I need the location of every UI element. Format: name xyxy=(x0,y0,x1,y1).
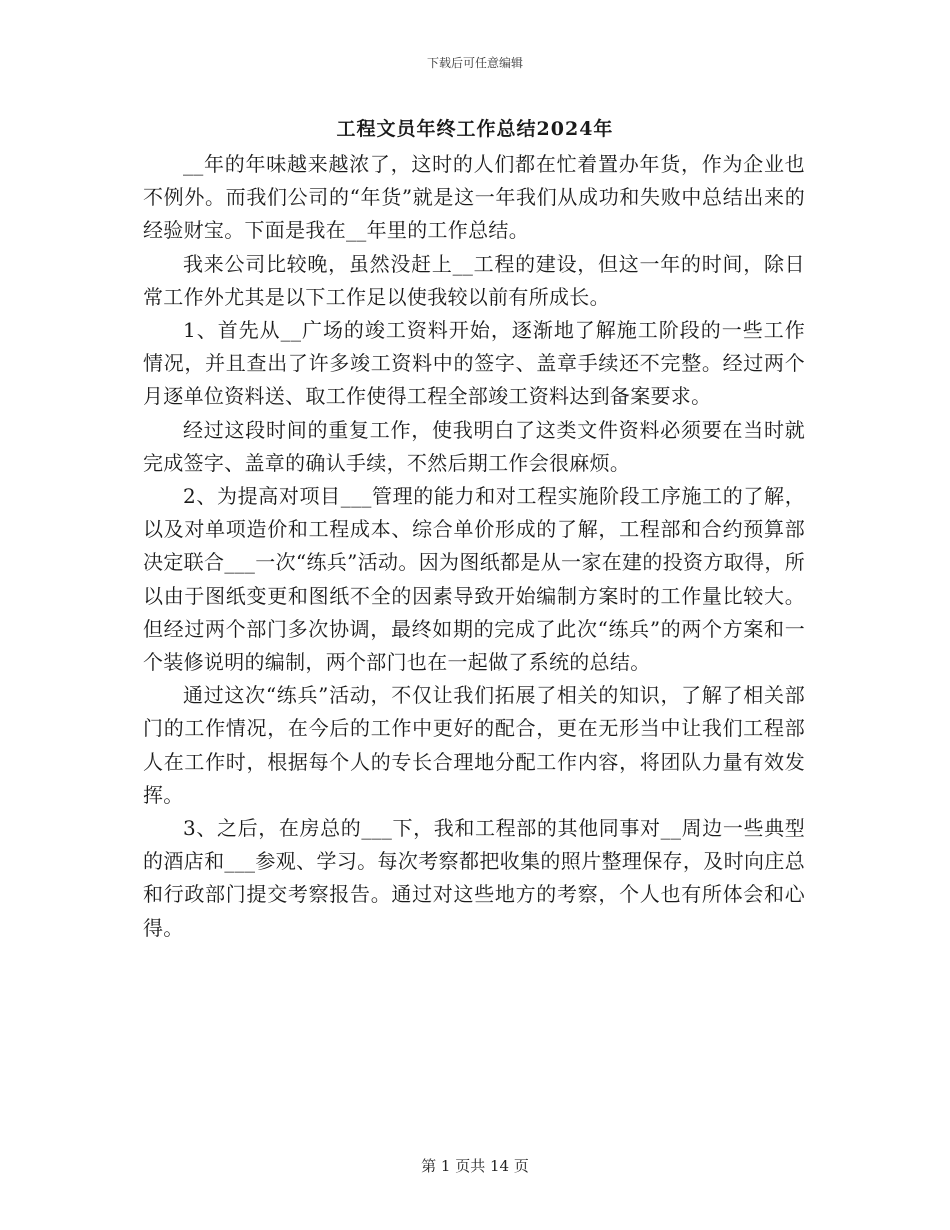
paragraph: 2、为提高对项目___管理的能力和对工程实施阶段工序施工的了解，以及对单项造价和工程成本、综合单价形成的了解，工程部和合约预算部决定联合___一次“练兵”活动。因为图纸都是从一家在建的投资方取得，所以由于图纸变更和图纸不全的因素导致开始编制方案时的工作量比较大。但经过两个部门多次协调，最终如期的完成了此次“练兵”的两个方案和一个装修说明的编制，两个部门也在一起做了系统的总结。 xyxy=(143,484,805,675)
paragraph: 我来公司比较晚，虽然没赶上__工程的建设，但这一年的时间，除日常工作外尤其是以下工作足以使我较以前有所成长。 xyxy=(143,251,805,309)
paragraph: 3、之后，在房总的___下，我和工程部的其他同事对__周边一些典型的酒店和___参观、学习。每次考察都把收集的照片整理保存，及时向庄总和行政部门提交考察报告。通过对这些地方的考察，个人也有所体会和心得。 xyxy=(143,816,805,940)
paragraph: 1、首先从__广场的竣工资料开始，逐渐地了解施工阶段的一些工作情况，并且查出了许多竣工资料中的签字、盖章手续还不完整。经过两个月逐单位资料送、取工作使得工程全部竣工资料达到备案要求。 xyxy=(143,318,805,409)
paragraph: 通过这次“练兵”活动，不仅让我们拓展了相关的知识，了解了相关部门的工作情况，在今后的工作中更好的配合，更在无形当中让我们工程部人在工作时，根据每个人的专长合理地分配工作内容，将团队力量有效发挥。 xyxy=(143,683,805,807)
document-title: 工程文员年终工作总结2024年 xyxy=(336,118,614,140)
page-indicator: 第 1 页共 14 页 xyxy=(421,1157,529,1175)
paragraph: __年的年味越来越浓了，这时的人们都在忙着置办年货，作为企业也不例外。而我们公司的“年货”就是这一年我们从成功和失败中总结出来的经验财宝。下面是我在__年里的工作总结。 xyxy=(143,152,805,243)
document-body xyxy=(143,148,805,945)
paragraph: 经过这段时间的重复工作，使我明白了这类文件资料必须要在当时就完成签字、盖章的确认手续，不然后期工作会很麻烦。 xyxy=(143,417,805,475)
header-note: 下载后可任意编辑 xyxy=(426,56,523,70)
